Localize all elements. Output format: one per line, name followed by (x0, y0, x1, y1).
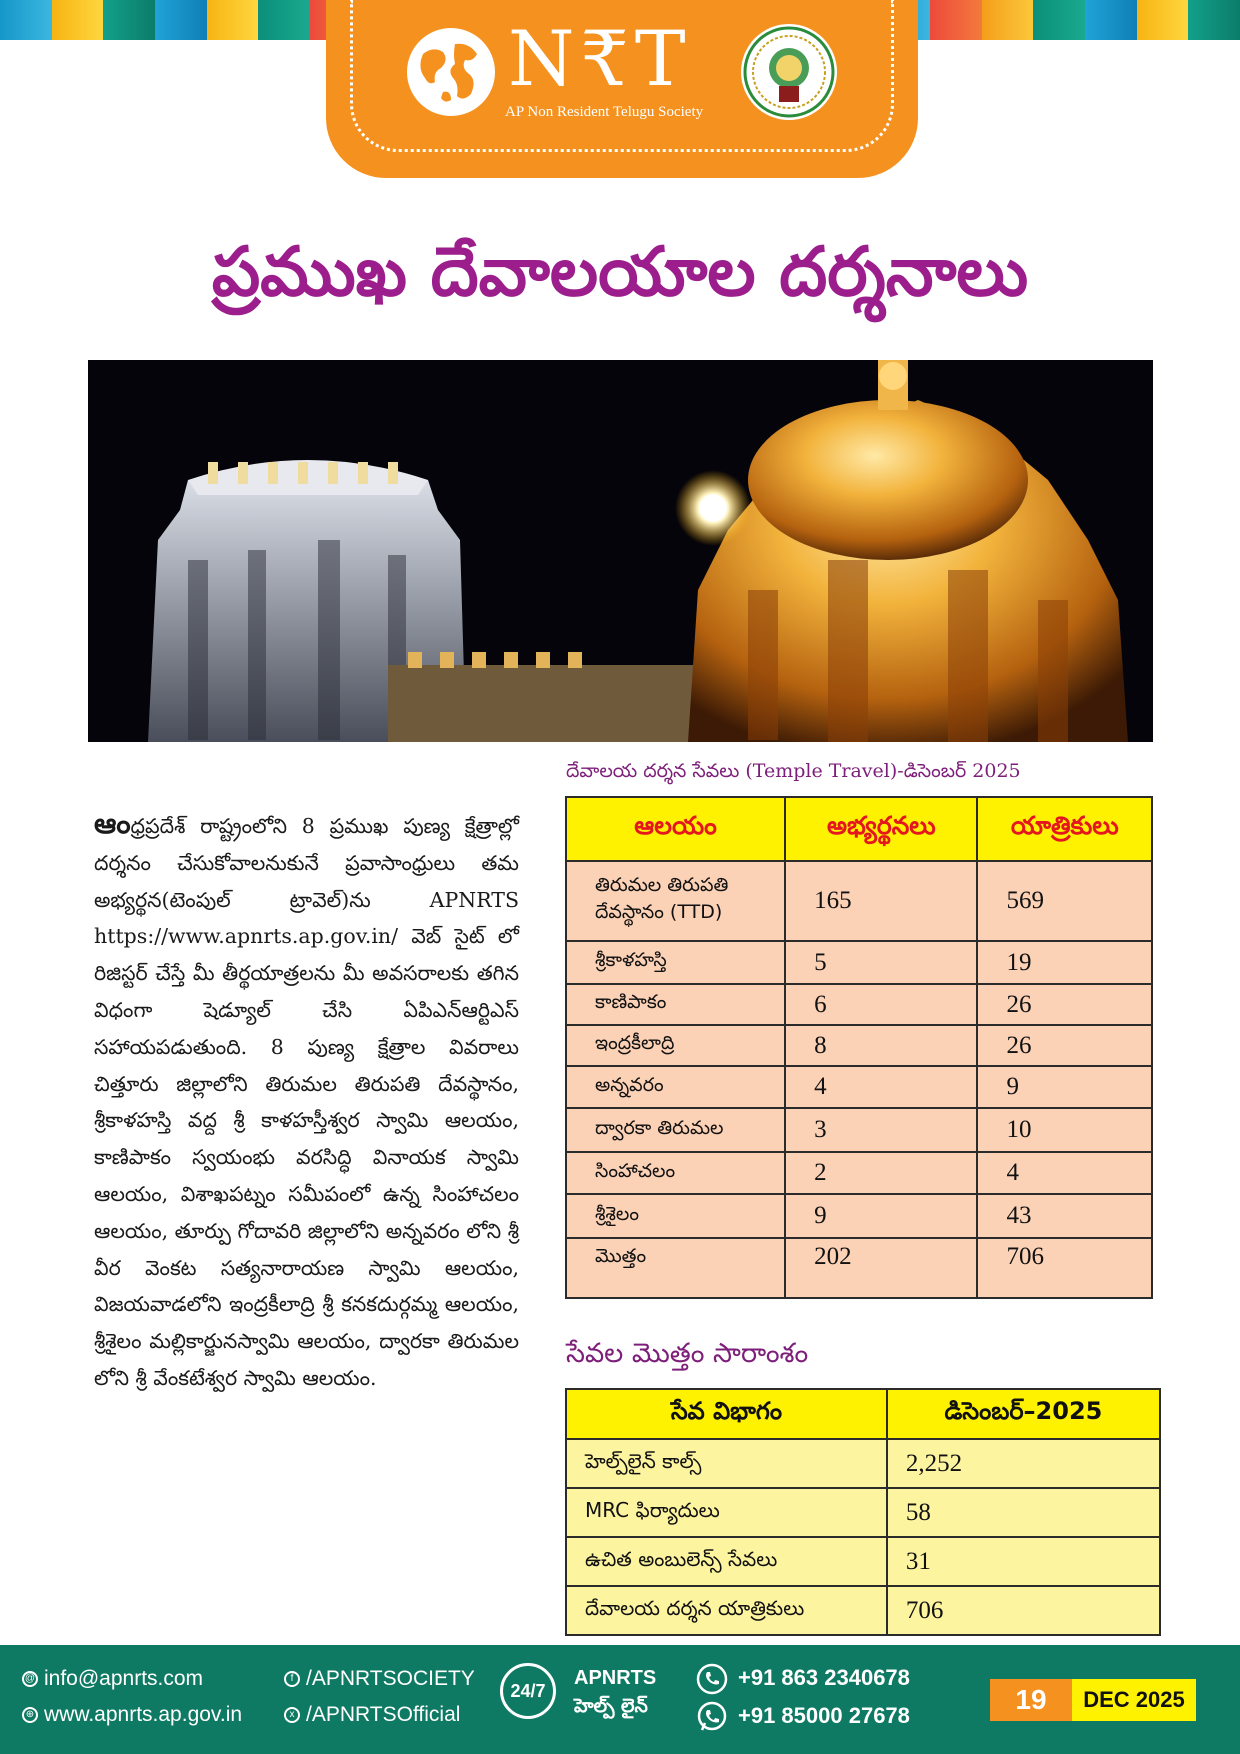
page-title: ప్రముఖ దేవాలయాల దర్శనాలు (211, 233, 1029, 312)
phone-number-1[interactable]: +91 863 2340678 (738, 1665, 910, 1690)
temple-services-table (565, 796, 1153, 1299)
table-header-row (566, 1389, 1160, 1439)
temple-name: ఇంద్రకీలాద్రి (566, 1025, 785, 1066)
pilgrims-value: 9 (977, 1066, 1152, 1108)
temple-name: సింహాచలం (566, 1152, 785, 1194)
table-row (566, 1194, 1152, 1238)
footer-website[interactable] (22, 1703, 242, 1727)
column-header: ఆలయం (566, 797, 785, 861)
service-value: 31 (887, 1537, 1160, 1586)
requests-value: 8 (785, 1025, 977, 1066)
column-header: అభ్యర్థనలు (785, 797, 977, 861)
requests-value: 5 (785, 941, 977, 984)
summary-table-caption: సేవల మొత్తం సారాంశం (566, 1338, 809, 1369)
table-row (566, 1108, 1152, 1152)
helpline-subtitle: హెల్ప్ లైన్ (574, 1695, 648, 1717)
government-seal-icon (739, 22, 839, 122)
footer-email[interactable] (22, 1667, 203, 1691)
x-twitter-icon: x (284, 1707, 300, 1723)
table-row (566, 984, 1152, 1025)
footer-twitter[interactable] (284, 1703, 460, 1727)
pilgrims-value: 26 (977, 1025, 1152, 1066)
service-value: 58 (887, 1488, 1160, 1537)
temple-name: తిరుమల తిరుపతి దేవస్థానం (TTD) (566, 861, 785, 941)
table-row (566, 861, 1152, 941)
pilgrims-value: 26 (977, 984, 1152, 1025)
footer (0, 1645, 1240, 1754)
requests-value: 6 (785, 984, 977, 1025)
table-row (566, 941, 1152, 984)
email-text: info@apnrts.com (44, 1667, 204, 1690)
requests-value: 3 (785, 1108, 977, 1152)
footer-facebook[interactable] (284, 1667, 475, 1691)
service-name: ఉచిత అంబులెన్స్ సేవలు (566, 1537, 887, 1586)
table-row (566, 1152, 1152, 1194)
article-text: ధ్రప్రదేశ్ రాష్ట్రంలోని 8 ప్రముఖ పుణ్య క్షేత్రాల్లో దర్శనం చేసుకోవాలనుకునే ప్రవాసాంధ్రులు తమ అభ్యర్థన(టెంపుల్ ట్రావెల్)ను APNRTS https://www.apnrts.ap.gov.in/ వెబ్ సైట్ లో రిజిస్టర్ చేస్తే మీ తీర్థయాత్రలను మీ అవసరాలకు తగిన విధంగా షెడ్యూల్ చేసి ఏపిఎన్ఆర్టిఎస్ సహాయపడుతుంది. 8 పుణ్య క్షేత్రాల వివరాలు చిత్తూరు జిల్లాలోని తిరుమల తిరుపతి దేవస్థానం, శ్రీకాళహస్తి వద్ద శ్రీ కాళహస్తీశ్వర స్వామి ఆలయం, కాణిపాకం స్వయంభు వరసిద్ధి వినాయక స్వామి ఆలయం, విశాఖపట్నం సమీపంలో ఉన్న సింహాచలం ఆలయం, తూర్పు గోదావరి జిల్లాలోని అన్నవరం లోని శ్రీ వీర వెంకట సత్యనారాయణ స్వామి ఆలయం, విజయవాడలోని ఇంద్రకీలాద్రి శ్రీ కనకదుర్గమ్మ ఆలయం, శ్రీశైలం మల్లికార్జునస్వామి ఆలయం, ద్వారకా తిరుమల లోని శ్రీ వేంకటేశ్వర స్వామి ఆలయం. (94, 814, 519, 1390)
logo-text: N₹T (508, 14, 692, 103)
pilgrims-value: 19 (977, 941, 1152, 984)
temple-name: ద్వారకా తిరుమల (566, 1108, 785, 1152)
requests-value: 165 (785, 861, 977, 941)
whatsapp-icon (696, 1701, 728, 1733)
globe-small-icon: ⊕ (22, 1707, 38, 1723)
requests-value: 4 (785, 1066, 977, 1108)
left-border (0, 40, 40, 1645)
table-row (566, 1025, 1152, 1066)
helpline-24-7-icon: 24/7 (500, 1663, 556, 1719)
email-icon: @ (22, 1671, 38, 1687)
table-row (566, 1488, 1160, 1537)
phone-icon (696, 1663, 728, 1695)
pilgrims-value: 569 (977, 861, 1152, 941)
helpline-title: APNRTS (574, 1667, 657, 1689)
temple-name: అన్నవరం (566, 1066, 785, 1108)
service-name: MRC ఫిర్యాదులు (566, 1488, 887, 1537)
summary-table (565, 1388, 1161, 1636)
column-header: సేవ విభాగం (566, 1389, 887, 1439)
website-text: www.apnrts.ap.gov.in (44, 1703, 243, 1726)
table-row (566, 1066, 1152, 1108)
right-border (1198, 40, 1240, 1645)
article-body (94, 806, 519, 1397)
facebook-icon: f (284, 1671, 300, 1687)
pilgrims-value: 10 (977, 1108, 1152, 1152)
page-number: 19 (990, 1679, 1072, 1721)
table-total-row (566, 1238, 1152, 1298)
service-value: 2,252 (887, 1439, 1160, 1488)
requests-value: 9 (785, 1194, 977, 1238)
service-name: హెల్ప్‌లైన్ కాల్స్ (566, 1439, 887, 1488)
pilgrims-value: 4 (977, 1152, 1152, 1194)
logo-subtitle: AP Non Resident Telugu Society (505, 104, 704, 120)
facebook-text: /APNRTSOCIETY (306, 1667, 475, 1690)
phone-number-2[interactable]: +91 85000 27678 (738, 1703, 910, 1728)
issue-date: DEC 2025 (1072, 1679, 1196, 1721)
column-header: యాత్రికులు (977, 797, 1152, 861)
temple-table-caption: దేవాలయ దర్శన సేవలు (Temple Travel)-డిసెంబర్ 2025 (566, 760, 1021, 782)
service-value: 706 (887, 1586, 1160, 1635)
service-name: దేవాలయ దర్శన యాత్రికులు (566, 1586, 887, 1635)
article-drop-cap: ఆం (94, 807, 131, 840)
temple-name: మొత్తం (566, 1238, 785, 1298)
table-row (566, 1586, 1160, 1635)
temple-name: శ్రీశైలం (566, 1194, 785, 1238)
temple-night-photo (88, 360, 1153, 742)
globe-icon (403, 24, 499, 120)
temple-name: కాణిపాకం (566, 984, 785, 1025)
pilgrims-value: 706 (977, 1238, 1152, 1298)
requests-value: 2 (785, 1152, 977, 1194)
twitter-text: /APNRTSOfficial (306, 1703, 461, 1726)
column-header: డిసెంబర్–2025 (887, 1389, 1160, 1439)
table-row (566, 1537, 1160, 1586)
pilgrims-value: 43 (977, 1194, 1152, 1238)
table-header-row (566, 797, 1152, 861)
requests-value: 202 (785, 1238, 977, 1298)
temple-name: శ్రీకాళహస్తి (566, 941, 785, 984)
table-row (566, 1439, 1160, 1488)
